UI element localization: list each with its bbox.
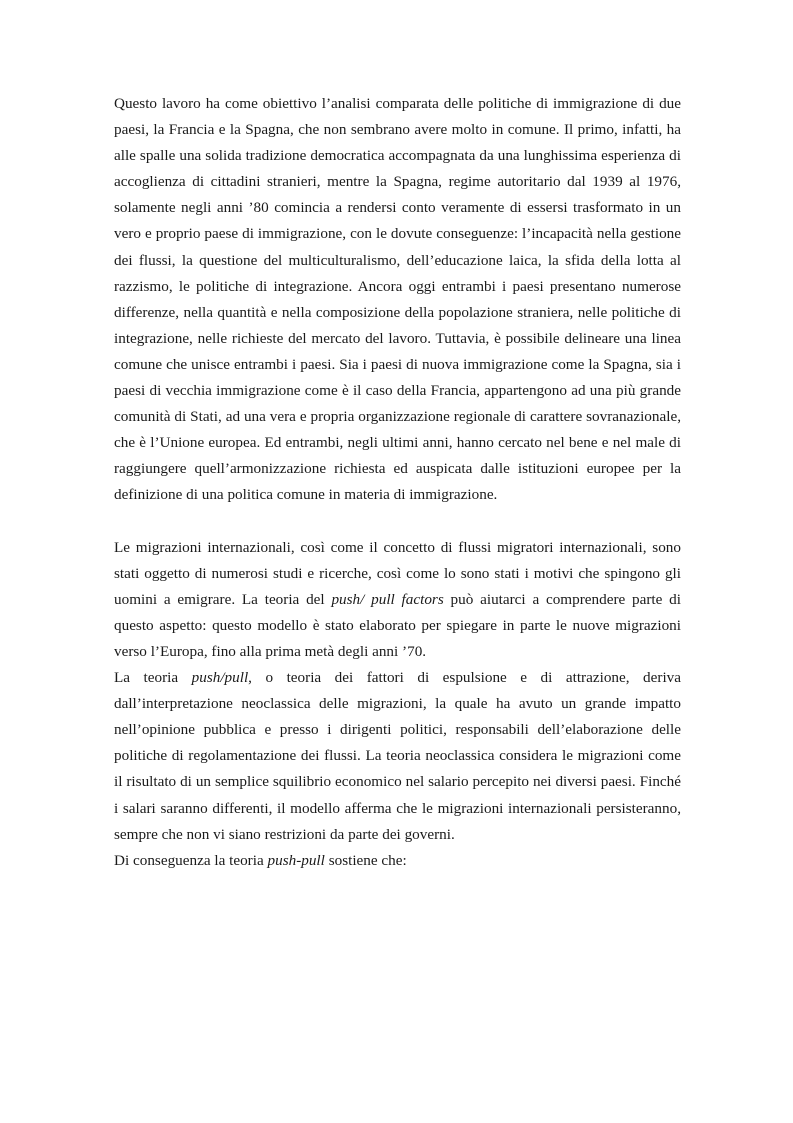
paragraph-consequence-text-2: sostiene che: <box>324 851 407 869</box>
paragraph-migrations-text-1: Le migrazioni internazionali, così come il concetto di flussi migratori internazionali, sono stati oggetto di numerosi studi e ricerche, così come lo sono stati i motivi che spingono gli uomini a emigrare. La teoria del <box>114 538 681 608</box>
paragraph-theory-text-2: , o teoria dei fattori di espulsione e di attrazione, deriva dall’interpretazione neoclassica delle migrazioni, la quale ha avuto un grande impatto nell’opinione pubblica e presso i dirigenti politici, responsabili dell’elaborazione delle politiche di regolamentazione dei flussi. La teoria neoclassica considera le migrazioni come il risultato di un semplice squilibrio economico nel salario percepito nei diversi paesi. Finché i salari saranno differenti, il modello afferma che le migrazioni internazionali persisteranno, sempre che non vi siano restrizioni da parte dei governi. <box>114 669 681 843</box>
paragraph-consequence-text-1: Di conseguenza la teoria <box>114 851 268 869</box>
paragraph-intro: Questo lavoro ha come obiettivo l’analisi comparata delle politiche di immigrazione di due paesi, la Francia e la Spagna, che non sembrano avere molto in comune. Il primo, infatti, ha alle spalle una solida tradizione democratica accompagnata da una lunghissima esperienza di accoglienza di cittadini stranieri, mentre la Spagna, regime autoritario dal 1939 al 1976, solamente negli anni ’80 comincia a rendersi conto veramente di essersi trasformato in un vero e proprio paese di immigrazione, con le dovute conseguenze: l’incapacità nella gestione dei flussi, la questione del multiculturalismo, dell’educazione laica, la sfida della lotta al razzismo, le politiche di integrazione. Ancora oggi entrambi i paesi presentano numerose differenze, nella quantità e nella composizione della popolazione straniera, nelle politiche di integrazione, nelle richieste del mercato del lavoro. Tuttavia, è possibile delineare una linea comune che unisce entrambi i paesi. Sia i paesi di nuova immigrazione come la Spagna, sia i paesi di vecchia immigrazione come è il caso della Francia, appartengono ad una più grande comunità di Stati, ad una vera e propria organizzazione regionale di carattere sovranazionale, che è l’Unione europea. Ed entrambi, negli ultimi anni, hanno cercato nel bene e nel male di raggiungere quell’armonizzazione richiesta ed auspicata dalle istituzioni europee per la definizione di una politica comune in materia di immigrazione. <box>114 95 681 504</box>
paragraph-gap <box>114 509 681 535</box>
term-push-pull: push/pull <box>191 669 249 687</box>
paragraph-consequence <box>114 848 681 874</box>
paragraph-migrations-text-2: può aiutarci a comprendere parte di questo aspetto: questo modello è stato elaborato per spiegare in parte le nuove migrazioni verso l’Europa, fino alla prima metà degli anni ’70. <box>114 590 681 660</box>
paragraph-theory-text-1: La teoria <box>114 669 192 687</box>
body-text <box>114 91 681 874</box>
paragraph-migrations <box>114 535 681 665</box>
term-push-pull-factors: push/ pull factors <box>331 590 444 608</box>
paragraph-push-pull-theory <box>114 665 681 848</box>
term-push-pull-hyphen: push-pull <box>267 851 325 869</box>
